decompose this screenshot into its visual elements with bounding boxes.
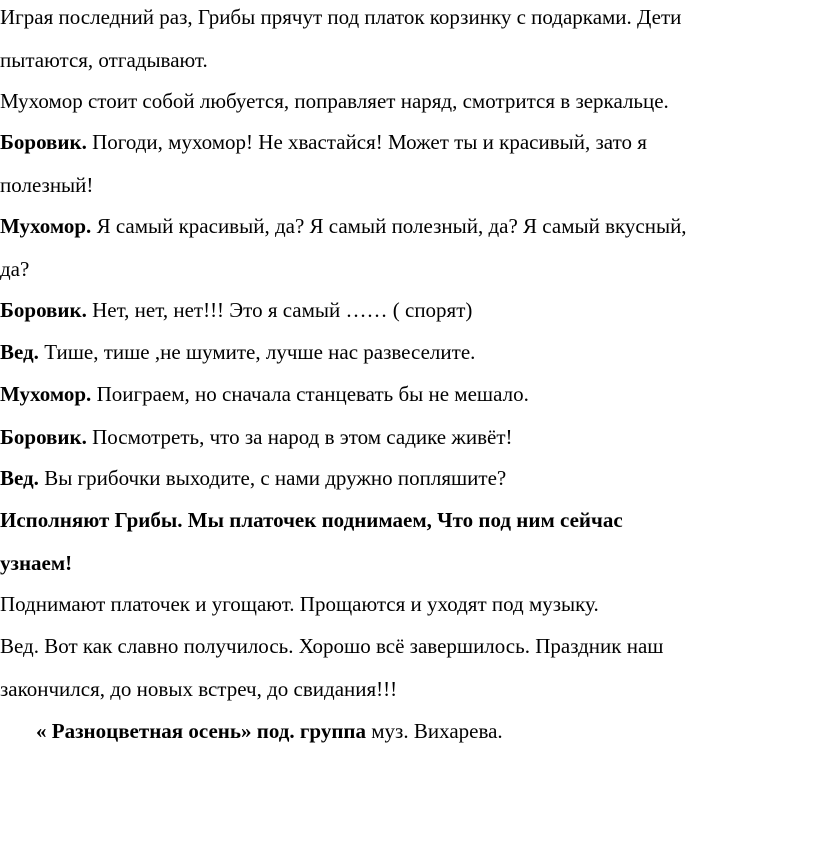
dialogue-line: Вед. Вы грибочки выходите, с нами дружно попляшите? — [0, 466, 507, 490]
speaker-name: Боровик. — [0, 130, 87, 154]
text-line: Поднимают платочек и угощают. Прощаются и уходят под музыку. — [0, 592, 599, 616]
text-line: Мухомор стоит собой любуется, поправляет наряд, смотрится в зеркальце. — [0, 89, 669, 113]
dialogue-line: Вед. Тише, тише ,не шумите, лучше нас развеселите. — [0, 340, 476, 364]
bold-direction-line: узнаем! — [0, 551, 73, 575]
text-line: закончился, до новых встреч, до свидания!!! — [0, 677, 398, 701]
dialogue-line: Мухомор. Я самый красивый, да? Я самый полезный, да? Я самый вкусный, — [0, 214, 687, 238]
speaker-name: Вед. — [0, 466, 39, 490]
dialogue-line: Боровик. Нет, нет, нет!!! Это я самый …… ( спорят) — [0, 298, 473, 322]
text-line: Играя последний раз, Грибы прячут под платок корзинку с подарками. Дети — [0, 5, 682, 29]
text-line: Вед. Вот как славно получилось. Хорошо всё завершилось. Праздник наш — [0, 634, 664, 658]
text-line: полезный! — [0, 173, 94, 197]
dialogue-line: Боровик. Погоди, мухомор! Не хвастайся! Может ты и красивый, зато я — [0, 130, 647, 154]
dialogue-line: Боровик. Посмотреть, что за народ в этом садике живёт! — [0, 425, 513, 449]
bold-direction-line: Исполняют Грибы. Мы платочек поднимаем, Что под ним сейчас — [0, 508, 623, 532]
speaker-name: Мухомор. — [0, 382, 92, 406]
song-title: « Разноцветная осень» под. группа — [36, 719, 367, 743]
song-title-line — [36, 718, 503, 744]
speaker-name: Боровик. — [0, 298, 87, 322]
text-line: пытаются, отгадывают. — [0, 48, 208, 72]
speaker-name: Мухомор. — [0, 214, 92, 238]
speaker-name: Вед. — [0, 340, 39, 364]
composer: муз. Вихарева. — [366, 719, 503, 743]
dialogue-line: Мухомор. Поиграем, но сначала станцевать бы не мешало. — [0, 382, 529, 406]
speaker-name: Боровик. — [0, 425, 87, 449]
text-line: да? — [0, 257, 30, 281]
